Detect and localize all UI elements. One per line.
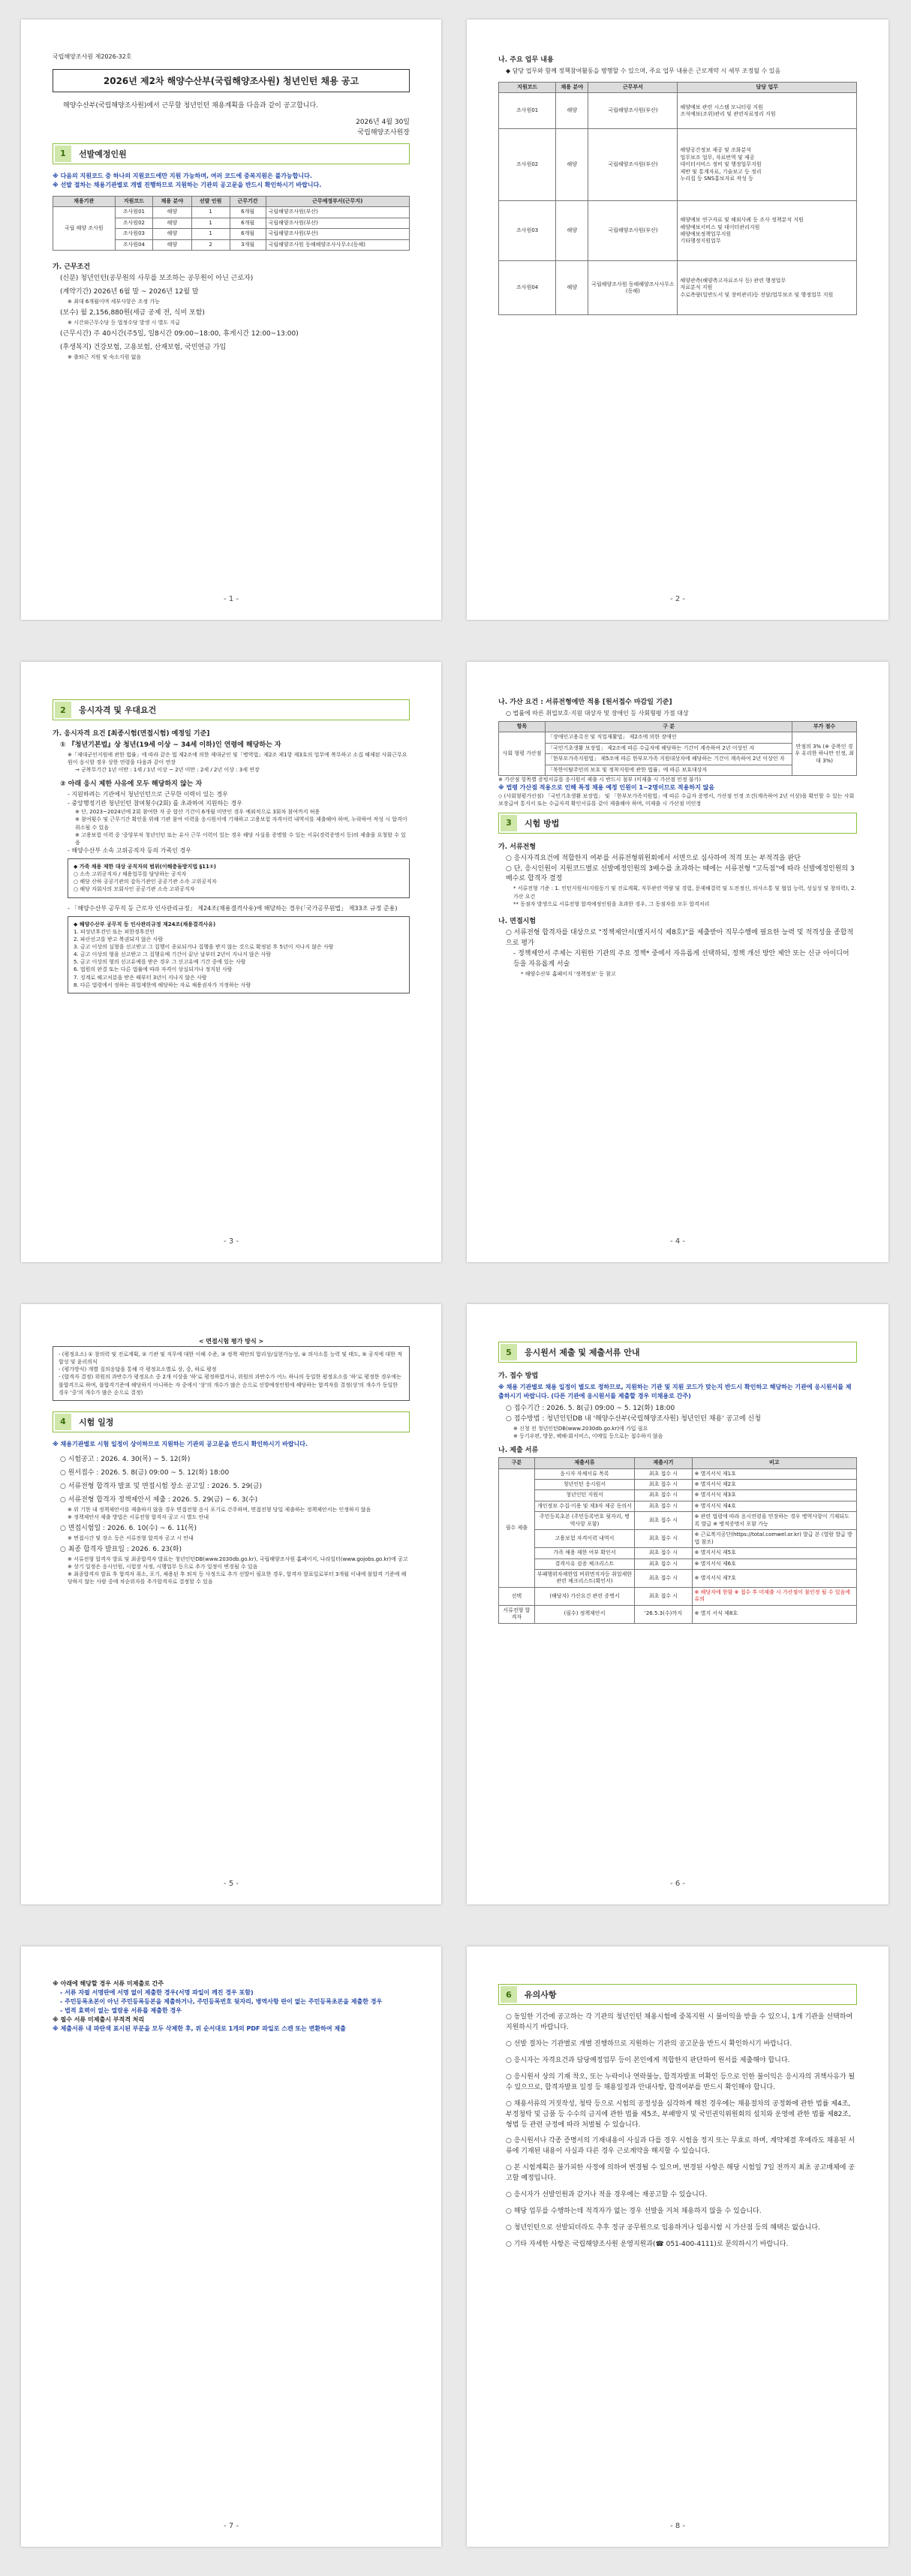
recruitment-table: 채용기관 지원코드 채용 분야 선발 인원 근무기간 근무예정부서(근무지) 국립 해양 조사원 조사원01 해양 1 6개월 국립해양조사원(부산) 조사원02 해양 1 6개월 국립해양조사원(부산) 조사원03 해양 1 6개월 국립해양조사원(부산) 조사원04 해양 2 3개월 국립해양조사원 동해해양조사사무소(동해) <box>53 196 410 251</box>
eligibility-age: ① 『청년기본법』상 청년(19세 이상 ~ 34세 이하)인 연령에 해당하는 자 <box>60 741 281 749</box>
section-header-6: 6 유의사항 <box>498 1984 857 2005</box>
schedule-item: ○ 서류전형 합격자 정책제안서 제출 : 2026. 5. 29(금) ~ 6. 3(수) <box>60 1495 258 1504</box>
section-header-1: 1 선발예정인원 <box>53 143 410 164</box>
caution-item: ○ 응시자가 선발인원과 같거나 적을 경우에는 재공고할 수 있습니다. <box>506 2191 708 2199</box>
notice-duplicate: ※ 다음의 지원코드 중 하나의 지원코드에만 지원 가능하며, 여러 코드에 중복지원은 불가능합니다. <box>53 172 312 179</box>
caution-item: ○ 채용서류의 거짓작성, 청탁 등으로 시험의 공정성을 심각하게 해친 경우에는 채용절차의 공정화에 관한 법률 제4조, 부정청탁 및 금품 등 수수의 금지에 관한 법률 제5조, 부패방지 및 국민권익위원회의 설치와 운영에 관한 법률 제82조, 형법 등 관련 규정에 따라 처벌될 수 있습니다. <box>506 2100 851 2129</box>
bonus-heading: 나. 가산 요건 : 서류전형에만 적용 [원서접수 마감일 기준] <box>498 699 672 706</box>
page-number: - 3 - <box>224 1237 239 1246</box>
table-row: 주민등록초본 (주민등록번호 뒷자리, 병역사항 포함) 최초 접수 시 ※ 관련 법령에 따라 응시연령을 연장하는 경우 병역사항이 기재되도록 발급 ※ 병적증명서 포함 가능 <box>499 1512 857 1530</box>
caution-item: ○ 기타 자세한 사항은 국립해양조사원 운영지원과(☎ 051-400-4111)로 문의하시기 바랍니다. <box>506 2241 789 2248</box>
schedule-note: ※ 서류전형 합격자 발표 및 최종합격자 발표는 청년인턴DB(www.2030db.go.kr), 국립해양조사원 홈페이지, 나라일터(www.gojobs.go.kr)에 공고 <box>68 1556 408 1562</box>
restriction-item: - 중앙행정기관 청년인턴 참여횟수(2회) 를 초과하여 지원하는 경우 <box>68 800 242 807</box>
tasks-bullet: ◆ 담당 업무와 함께 정책참여활동을 병행할 수 있으며, 주요 업무 내용은 근로계약 시 세부 조정될 수 있음 <box>506 68 781 74</box>
submission-rule: - 법적 효력이 없는 열람용 서류를 제출한 경우 <box>60 2007 182 2014</box>
screening-item: ○ 단, 응시인원이 지원코드별로 선발예정인원의 3배수를 초과하는 때에는 서류전형 "고득점"에 따라 선발예정인원의 3배수로 합격자 결정 <box>506 864 855 883</box>
submission-rule: ※ 아래에 해당할 경우 서류 미제출로 간주 <box>53 1980 164 1987</box>
interview-item: - 정책제안서 주제는 지원한 기관의 주요 정책* 중에서 자유롭게 선택하되, 정책 개선 방안 제안 또는 신규 아이디어 등을 자유롭게 서술 <box>513 949 849 968</box>
condition-status: (신분) 청년인턴(공무원의 사무를 보조하는 공무원이 아닌 근로자) <box>60 275 254 282</box>
schedule-note: ※ 위 기한 내 정책제안서를 제출하지 않을 경우 면접전형 응시 포기로 간주하며, 면접전형 당일 제출하는 정책제안서는 인정하지 않음 <box>68 1506 371 1513</box>
restriction-note: ※ 고용보험 이력 중 '중앙부처 청년인턴 또는 유사 근무 이력이 있는 경우 해당 사실을 증명할 수 있는 서류(경력증명서 등)의 제출을 요청할 수 있음 <box>75 831 406 846</box>
screening-note: * 서류전형 기준 : 1. 인턴지원서(지원동기 및 진로계획, 직무관련 역량 및 경험, 문제해결력 및 도전정신, 의사소통 및 협업 능력, 성실성 및 창의력), 2. 가산 요건 <box>513 885 856 900</box>
page-1 <box>21 20 441 620</box>
caution-item: ○ 청년인턴으로 선발되더라도 추후 정규 공무원으로 임용하거나 임용시험 시 가산점 등의 혜택은 없습니다. <box>506 2224 820 2232</box>
schedule-notice: ※ 채용기관별로 시험 일정이 상이하므로 지원하는 기관의 공고문을 반드시 확인하시기 바랍니다. <box>53 1440 308 1447</box>
doc-number: 국립해양조사원 제2026-32호 <box>53 53 132 60</box>
table-row: 조사원03 해양 국립해양조사원(부산) 해양예보 연구자료 및 해외사례 등 조사 정책분석 지원 해양예보서비스 및 데이터관리지원 해양예보정책업무지원 기타행정지원업무 <box>499 201 857 261</box>
interview-note: * 해양수산부 홈페이지 '정책정보' 등 참고 <box>521 970 616 977</box>
condition-pay: (보수) 월 2,156,880원(세금 공제 전, 식비 포함) <box>60 309 205 317</box>
page-8 <box>467 1946 888 2547</box>
caution-item: ○ 응시원서나 각종 증명서의 기재내용이 사실과 다를 경우 시험을 정지 또는 무효로 하며, 계약체결 후에라도 채용된 서류에 기재된 내용이 사실과 다른 경우 근로계약을 해지할 수 있습니다. <box>506 2137 855 2156</box>
submission-rule: - 주민등록초본이 아닌 주민등록등본을 제출하거나, 주민등록번호 뒷자리, 병역사항 란이 없는 주민등록초본을 제출한 경우 <box>60 1998 383 2005</box>
eligibility-heading: 가. 응시자격 요건 [최종시험(면접시험) 예정일 기준] <box>53 730 210 738</box>
page-5 <box>21 1304 441 1904</box>
caution-item: ○ 해당 업무를 수행하는데 적격자가 없는 경우 선발을 거쳐 채용하지 않을 수 있습니다. <box>506 2208 762 2216</box>
table-row: 조사원02 해양 국립해양조사원(부산) 해양공간정보 제공 및 조화분석 업무보조 업무, 자료번역 및 제공 데이터서비스 정비 및 행정업무지원 제반 및 통계자료, 기술보고 등 정리 누리집 등 SNS홍보자료 작성 등 <box>499 129 857 201</box>
restriction-item: - 해양수산부 소속 고위공직자 등의 가족인 경우 <box>68 847 191 854</box>
announcement-title: 2026년 제2차 해양수산부(국립해양조사원) 청년인턴 채용 공고 <box>53 69 410 92</box>
bonus-note: ※ 가산점 항목별 증빙서류를 응시원서 제출 시 반드시 첨부 (미제출 시 가산점 인정 불가) <box>498 777 702 783</box>
tasks-table: 지원코드 채용 분야 근무부서 담당 업무 조사원01 해양 국립해양조사원(부산) 해양예보 관련 시스템 모니터링 지원 조석예보(조위)관리 및 관련자료정리 지원 조사원02 해양 국립해양조사원(부산) 해양공간정보 제공 및 조화분석 업무보조 업무, 자료번역 및 제공 데이터서비스 정비 및 행정업무지원 제반 및 통계자료, 기술보고 등 정리 누리집 등 SNS홍보자료 작성 등 조사원03 해양 국립해양조사원(부산) 해양예보 연구자료 및 해외사례 등 조사 정책분석 지원 해양예보서비스 및 데이터관리지원 해양예보정책업무지원 기타행정지원업무 조사원04 해양 국립해양조사원 동해해양조사사무소(동해) 해양관측(해양측고자료조사 등) 관련 행정업무 자료분석 지원 수로측량(일반도서 및 장비관리)등 전담/업무보조 및 행정업무 지원 <box>498 82 857 315</box>
schedule-note: ※ 정책제안서 제출 방법은 서류전형 합격자 공고 시 별도 안내 <box>68 1513 209 1520</box>
table-row: 조사원04 해양 국립해양조사원 동해해양조사사무소(동해) 해양관측(해양측고자료조사 등) 관련 행정업무 자료분석 지원 수로측량(일반도서 및 장비관리)등 전담/업무보조 및 행정업무 지원 <box>499 261 857 315</box>
family-restriction-box: ◆ 가족 채용 제한 대상 공직자의 범위(이해충돌방지법 §11①) ○ 소속 고위공직자 / 채용업무를 담당하는 공직자 ○ 해당 산하 공공기관의 감독기관인 공공기관 소속 고위공직자 ○ 해당 자회사의 모회사인 공공기관 소속 고위공직자 <box>68 858 410 898</box>
schedule-note: ※ 면접시간 및 장소 등은 서류전형 합격자 공고 시 안내 <box>68 1534 194 1541</box>
page-number: - 6 - <box>670 1880 685 1888</box>
screening-item: ○ 응시자격요건에 적합한지 여부를 서류전형위원회에서 서면으로 심사하여 적격 또는 부적격을 판단 <box>506 854 801 862</box>
bonus-note: ※ 법령 가산점 적용으로 인해 특정 채용 예정 인원이 1~2명이므로 적용하지 않음 <box>498 784 715 792</box>
work-conditions-heading: 가. 근무조건 <box>53 263 91 271</box>
disqualification-box: ◆ 해양수산부 공무직 등 인사관리규정 제24조(채용결격사유) 1. 피성년후견인 또는 피한정후견인 2. 파산선고를 받고 복권되지 않은 사람 3. 금고 이상의 실형을 선고받고 그 집행이 종료되거나 집행을 받지 않는 것으로 확정된 후 5년이 지나지 않은 사람 4. 금고 이상의 형을 선고받고 그 집행유예 기간이 끝난 날부터 2년이 지나지 않은 사람 5. 금고 이상의 형의 선고유예를 받은 경우 그 선고유예 기간 중에 있는 사람 6. 법원의 판결 또는 다른 법률에 따라 자격이 상실되거나 정지된 사람 7. 징계로 해고처분을 받은 때부터 3년이 지나지 않은 사람 8. 다른 법령에서 정하는 취업제한에 해당하는 자로 채용권자가 지정하는 사람 <box>68 916 410 993</box>
page-2 <box>467 20 888 620</box>
restriction-note: ※ 단, 2023~2024년에 2회 참여한 자 중 합산 기간이 6개월 미만인 경우 예외적으로 3회차 참여까지 허용 <box>75 809 320 816</box>
restriction-item: - 「해양수산부 공무직 등 근로자 인사관리규정」 제24조(채용결격사유)에 해당하는 경우(「국가공무원법」 제33조 규정 준용) <box>68 904 398 912</box>
bonus-note: ◇ (사회형평가산점) 「국민기초생활 보장법」 및 「한부모가족지원법」에 따른 수급자 증명서, 가산점 인정 조건(계속하여 2년 이상)을 확인할 수 있는 사회보장급여 통지서 또는 수급자격 확인서류를 같이 제출해야 하며, 미제출 시 가산점 미인정 <box>498 793 855 807</box>
application-note: ※ 등기우편, 방문, 팩해·회서비스, 이메일 등으로는 접수하지 않음 <box>513 1433 663 1440</box>
page-3 <box>21 662 441 1262</box>
section-header-3: 3 시험 방법 <box>498 813 857 834</box>
table-row: 가족 채용 제한 여부 확인서 최초 접수 시 ※ 별지서식 제5호 <box>499 1548 857 1559</box>
caution-item: ○ 동일한 기간에 공고하는 각 기관의 청년인턴 채용시험에 중복지원 시 불이익을 받을 수 있으니, 1개 기관을 선택하여 지원하시기 바랍니다. <box>506 2013 853 2031</box>
table-row: 서류전형 합격자 (필수) 정책제안서 '26.5.3(수)까지 ※ 별지 서식 제8호 <box>499 1605 857 1623</box>
announcement-org: 국립해양조사원장 <box>357 128 410 137</box>
application-note: ※ 신청 전 청년인턴DB(www.2030db.go.kr)에 가입 필요 <box>513 1425 648 1432</box>
intro-text: 해양수산부(국립해양조사원)에서 근무할 청년인턴 채용계획을 다음과 같이 공고합니다. <box>63 102 319 110</box>
interview-heading: 나. 면접시험 <box>498 917 537 925</box>
schedule-item: ○ 원서접수 : 2026. 5. 8(금) 09:00 ~ 5. 12(화) 18:00 <box>60 1468 230 1477</box>
page-number: - 2 - <box>670 595 685 603</box>
caution-item: ○ 본 시험계획은 불가피한 사정에 의하여 변경될 수 있으며, 변경된 사항은 해당 시험일 7일 전까지 최초 공고매체에 공고할 예정입니다. <box>506 2164 855 2183</box>
table-row: 선택 (해당자) 가산요건 관련 증명서 최초 접수 시 ※ 해당자에 한함 ※ 접수 후 미제출 시 가산점이 불인정 될 수 있음에 유의 <box>499 1587 857 1605</box>
interview-eval-box: - (평정요소) ① 창의력 및 진로계획, ② 기관 및 직무에 대한 이해 수준, ③ 정책 제안의 합리성/실현가능성, ④ 의사소통 능력 및 태도, ⑤ 공직에 대한 적합성 및 윤리의식 - (평가방식) 개별 질의응답을 통해 각 평정요소별로 상, 중, 하로 평정 - (합격자 결정) 위원의 과반수가 평정요소 중 2개 이상을 '하'로 평정하였거나, 위원의 과반수가 어느 하나의 동일한 평정요소를 '하'로 평정한 경우에는 불합격으로 하며, 불합격기준에 해당하지 아니하는 자 중에서 '상'의 개수가 많은 순으로 선발예정인원에 해당하는 합격자를 결정(상'의 개수가 동일한 경우 '중'의 개수가 많은 순으로 결정) <box>53 1346 410 1401</box>
application-item: ○ 접수기간 : 2026. 5. 8(금) 09:00 ~ 5. 12(화) 18:00 <box>506 1405 675 1412</box>
schedule-item: ○ 면접시험일 : 2026. 6. 10(수) ~ 6. 11(목) <box>60 1524 197 1532</box>
condition-note: ※ 최대 6개월이며 세부사항은 조정 가능 <box>68 298 160 305</box>
interview-eval-title: < 면접시험 평가 방식 > <box>198 1338 264 1345</box>
page-number: - 8 - <box>670 2522 685 2530</box>
page-4 <box>467 662 888 1262</box>
table-row: 필수 제출 응시자 자체서류 목록 최초 접수 시 ※ 별지서식 제1호 <box>499 1468 857 1479</box>
page-number: - 4 - <box>670 1237 685 1246</box>
condition-note: ※ 시간외근무수당 등 법정수당 발생 시 별도 지급 <box>68 319 180 326</box>
restriction-item: - 지원하려는 기관에서 청년인턴으로 근무한 이력이 있는 경우 <box>68 791 228 798</box>
page-number: - 5 - <box>224 1880 239 1888</box>
table-row: 고용보험 자격이력 내역서 최초 접수 시 ※ 근로복지공단(https://total.comwel.or.kr) 발급 본 (열람 발급 방법 참조) <box>499 1530 857 1548</box>
table-row: 결격사유 검증 체크리스트 최초 접수 시 ※ 별지서식 제6호 <box>499 1559 857 1569</box>
caution-item: ○ 선발 절차는 기관별로 개별 진행하므로 지원하는 기관의 공고문을 반드시 확인하시기 바랍니다. <box>506 2039 792 2048</box>
eligibility-note: ※「제대군인지원에 관한 법률」에 따라 같은 법 제2조에 의한 제대군인 및「병역법」제2조 제1항 제3호의 업무에 복무하고 소집 해제된 사회근무요원이 응시할 경우 상한 연령을 다음과 같이 연장 <box>68 751 407 766</box>
schedule-note: ※ 상기 일정은 응시인원, 시험장 사정, 시행업무 등으로 추가 일정이 변경될 수 있음 <box>68 1564 258 1571</box>
eligibility-note: → 군복무기간 1년 이만 : 1세 / 1년 이상 ~ 2년 미만 : 2세 / 2년 이상 : 3세 연장 <box>75 767 260 774</box>
submission-rule: ※ 제출서류 내 파란색 표시된 부분을 모두 삭제한 후, 위 순서대로 1개의 PDF 파일로 스캔 또는 변환하여 제출 <box>53 2025 346 2032</box>
submission-rule: - 서류 자필 서명란에 서명 없이 제출한 경우(서명 파일이 깨진 경우 포함) <box>60 1989 254 1996</box>
condition-note: ※ 출퇴근 지원 및 숙소지원 없음 <box>68 353 142 360</box>
condition-hours: (근무시간) 주 40시간(주5일, 일8시간 09:00~18:00, 휴게시간 12:00~13:00) <box>60 330 299 338</box>
restriction-note: ※ 참여횟수 및 근무기간 확인을 위해 기관 참여 이력을 응시원서에 기재하고 고용보험 자격이력 내역서를 제출해야 하며, 누락하여 작성 시 합격이 취소될 수 있음 <box>75 816 407 831</box>
application-notice: ※ 채용 기관별로 채용 일정이 별도로 정하므로, 지원하는 기관 및 지원 코드가 맞는지 반드시 확인하고 해당하는 기관에 응시원서를 제출하시기 바랍니다. (다른 기관에 응시원서를 제출할 경우 미채용로 간주) <box>498 1384 852 1399</box>
table-row: 청년인턴 지원서 최초 접수 시 ※ 별지서식 제3호 <box>499 1490 857 1501</box>
notice-procedure: ※ 선발 절차는 채용기관별로 개별 진행하므로 지원하는 기관의 공고문을 반드시 확인하시기 바랍니다. <box>53 181 322 188</box>
page-7 <box>21 1946 441 2547</box>
documents-table: 구분 제출서류 제출시기 비고 필수 제출 응시자 자체서류 목록 최초 접수 시 ※ 별지서식 제1호 청년인턴 응시원서 최초 접수 시 ※ 별지서식 제2호 청년인턴 지원서 최초 접수 시 ※ 별지서식 제3호 개인정보 수집·이용 및 제3자 제공 동의서 최초 접수 시 ※ 별지서식 제4호 주민등록초본 (주민등록번호 뒷자리, 병역사항 포함) 최초 접수 시 ※ 관련 법령에 따라 응시연령을 연장하는 경우 병역사항이 기재되도록 발급 ※ 병적증명서 포함 가능 고용보험 자격이력 내역서 최초 접수 시 ※ 근로복지공단(https://total.comwel.or.kr) 발급 본 (열람 발급 방법 참조) 가족 채용 제한 여부 확인서 최초 접수 시 ※ 별지서식 제5호 결격사유 검증 체크리스트 최초 접수 시 ※ 별지서식 제6호 부패행위자제한업 비위면직자등 취업제한 관련 체크리스트(확인서) 최초 접수 시 ※ 별지서식 제7호 선택 (해당자) 가산요건 관련 증명서 최초 접수 시 ※ 해당자에 한함 ※ 접수 후 미제출 시 가산점이 불인정 될 수 있음에 유의 서류전형 합격자 (필수) 정책제안서 '26.5.3(수)까지 ※ 별지 서식 제8호 <box>498 1457 857 1623</box>
schedule-item: ○ 서류전형 합격자 발표 및 면접시험 장소 공고일 : 2026. 5. 29(금) <box>60 1482 263 1490</box>
section-header-5: 5 응시원서 제출 및 제출서류 안내 <box>498 1342 857 1363</box>
documents-heading: 나. 제출 서류 <box>498 1447 539 1455</box>
page-number: - 1 - <box>224 595 239 603</box>
table-row: 부패행위자제한업 비위면직자등 취업제한 관련 체크리스트(확인서) 최초 접수 시 ※ 별지서식 제7호 <box>499 1569 857 1587</box>
page-number: - 7 - <box>224 2522 239 2530</box>
page-6 <box>467 1304 888 1904</box>
schedule-note: ※ 최종합격자 발표 후 합격자 취소, 포기, 채용된 후 퇴직 등 사정으로 추가 선발이 필요한 경우, 합격자 발표일로부터 3개월 이내에 불합격 기준에 해당하지 않는 사람 중에 차순위자를 추가합격자로 결정할 수 있음 <box>68 1571 407 1586</box>
eligibility-restriction: ② 아래 응시 제한 사유에 모두 해당하지 않는 자 <box>60 780 203 789</box>
schedule-item: ○ 최종 합격자 발표일 : 2026. 6. 23(화) <box>60 1545 182 1553</box>
condition-welfare: (후생복지) 건강보험, 고용보험, 산재보험, 국민연금 가입 <box>60 344 227 352</box>
main-tasks-heading: 나. 주요 업무 내용 <box>498 56 554 64</box>
application-method-heading: 가. 접수 방법 <box>498 1372 539 1380</box>
bonus-table: 항목 구 분 부가 점수 사회 형평 가산점 「장애인고용촉진 및 직업재활법」 제2조에 의한 장애인 만점의 3% (※ 중복인 경우 유리한 하나만 인정, 최대 3%) 「국민기초생활 보장법」 제2조에 따른 수급자에 해당하는 기간이 계속하여 2년 이상인 자 「한부모가족지원법」 제5조에 따른 한부모가족 지원대상자에 해당하는 기간이 계속하여 2년 이상인 자 「북한이탈주민의 보호 및 정착지원에 관한 법률」에 따른 보호대상자 <box>498 721 857 776</box>
submission-rule: ※ 필수 서류 미제출시 부적격 처리 <box>53 2016 145 2023</box>
section-header-4: 4 시험 일정 <box>53 1411 410 1432</box>
announcement-date: 2026년 4월 30일 <box>356 118 410 126</box>
table-row: 조사원01 해양 국립해양조사원(부산) 해양예보 관련 시스템 모니터링 지원 조석예보(조위)관리 및 관련자료정리 지원 <box>499 93 857 129</box>
section-header-2: 2 응시자격 및 우대요건 <box>53 699 410 720</box>
interview-item: ○ 서류전형 합격자를 대상으로 "정책제안서(별지서식 제8호)"를 제출받아 직무수행에 필요한 능력 및 적격성을 종합적으로 평가 <box>506 928 854 947</box>
document-screening-heading: 가. 서류전형 <box>498 843 537 851</box>
application-item: ○ 접수방법 : 청년인턴DB 내 '해양수산부(국립해양조사원) 청년인턴 채용' 공고에 신청 <box>506 1414 761 1423</box>
caution-item: ○ 응시원서 상의 기재 착오, 또는 누락이나 연락불능, 합격자발표 미확인 등으로 인한 불이익은 응시자의 귀책사유가 될 수 있으므로, 합격자발표 일정 등 채용일정과 안내사항, 합격여부를 반드시 확인해야 합니다. <box>506 2073 855 2091</box>
screening-note: ** 동점자 발생으로 서류전형 합격예정인원을 초과한 경우, 그 동점자를 모두 합격처리 <box>513 900 710 907</box>
caution-item: ○ 응시자는 자격요건과 담당예정업무 등이 본인에게 적합한지 판단하여 원서를 제출해야 합니다. <box>506 2056 790 2064</box>
schedule-item: ○ 시험공고 : 2026. 4. 30(목) ~ 5. 12(화) <box>60 1455 191 1463</box>
bonus-bullet: ○ 법률에 따른 취업보호·지원 대상자 및 장애인 등 사회형평 가점 대상 <box>506 710 689 717</box>
table-row: 청년인턴 응시원서 최초 접수 시 ※ 별지서식 제2호 <box>499 1480 857 1490</box>
condition-period: (계약기간) 2026년 6월 말 ~ 2026년 12월 말 <box>60 287 199 296</box>
table-row: 개인정보 수집·이용 및 제3자 제공 동의서 최초 접수 시 ※ 별지서식 제4호 <box>499 1501 857 1511</box>
